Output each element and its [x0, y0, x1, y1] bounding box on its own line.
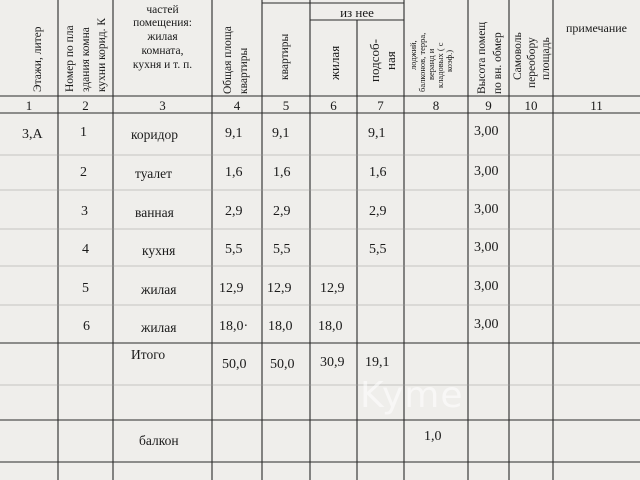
row-2-aux-area: 1,6	[369, 165, 387, 180]
row-1-apartment-area: 9,1	[272, 126, 290, 141]
total-aux-area: 19,1	[365, 355, 390, 370]
row-4-number: 4	[82, 242, 89, 257]
header-total-area-line2: квартиры	[238, 47, 250, 94]
row-5-living-area: 12,9	[320, 281, 345, 296]
row-6-name: жилая	[141, 320, 177, 335]
header-aux-line2: ная	[383, 51, 398, 70]
row-1-height: 3,00	[474, 124, 499, 139]
row-3-name: ванная	[135, 205, 174, 220]
row-2-number: 2	[80, 165, 87, 180]
row-6-number: 6	[83, 319, 90, 334]
header-loggia-line2: балконов, терра,	[417, 32, 427, 92]
header-apartment: квартиры	[279, 33, 291, 80]
total-apartment-area: 50,0	[270, 357, 295, 372]
header-unauthorized-line1: Самоволь	[512, 32, 524, 80]
row-6-living-area: 18,0	[318, 319, 343, 334]
header-loggia-line3: веранд и	[426, 48, 436, 80]
column-number-1: 1	[25, 98, 33, 113]
header-loggia-line4: кладовых ( с	[435, 42, 445, 88]
row-1-total-area: 9,1	[225, 126, 243, 141]
total-living-area: 30,9	[320, 355, 345, 370]
header-unauthorized-line2: переобору	[526, 37, 538, 88]
row-5-apartment-area: 12,9	[267, 281, 292, 296]
row-5-height: 3,00	[474, 279, 499, 294]
row-1-number: 1	[80, 125, 87, 140]
column-number-8: 8	[432, 98, 440, 113]
column-number-11: 11	[590, 98, 603, 113]
balcony-loggia-area: 1,0	[424, 429, 442, 444]
row-4-name: кухня	[142, 243, 176, 258]
column-number-7: 7	[377, 98, 384, 113]
row-5-total-area: 12,9	[219, 281, 244, 296]
header-height-line1: Высота помещ	[476, 21, 488, 94]
column-number-2: 2	[82, 98, 89, 113]
row-4-height: 3,00	[474, 240, 499, 255]
row-4-total-area: 5,5	[225, 242, 243, 257]
column-number-3: 3	[159, 98, 166, 113]
header-height-line2: по вн. обмер	[492, 32, 504, 94]
header-plan-number-line3: кухни корид. К	[96, 17, 108, 92]
row-1-floor: 3,А	[22, 127, 43, 142]
row-2-height: 3,00	[474, 164, 499, 179]
row-2-total-area: 1,6	[225, 165, 243, 180]
row-2-apartment-area: 1,6	[273, 165, 291, 180]
column-number-5: 5	[282, 98, 290, 113]
row-3-total-area: 2,9	[225, 204, 243, 219]
row-3-aux-area: 2,9	[369, 204, 387, 219]
row-5-number: 5	[82, 281, 89, 296]
row-3-number: 3	[81, 204, 88, 219]
header-loggia-line5: коэф.)	[444, 49, 454, 72]
row-6-apartment-area: 18,0	[268, 319, 293, 334]
column-number-4: 4	[233, 98, 241, 113]
total-total-area: 50,0	[222, 357, 247, 372]
header-total-area-line1: Общая площа	[222, 26, 234, 94]
watermark-text: Kyme	[360, 375, 464, 416]
header-part-line3: жилая	[147, 31, 178, 43]
header-part-line1: частей	[146, 4, 179, 16]
total-label: Итого	[131, 347, 166, 362]
header-plan-number-line2: здания комна	[80, 27, 92, 92]
header-unauthorized-line3: площадь	[540, 37, 552, 80]
header-loggia-line1: лоджий,	[408, 40, 418, 70]
row-1-name: коридор	[131, 127, 178, 142]
column-number-9: 9	[485, 98, 492, 113]
row-3-apartment-area: 2,9	[273, 204, 291, 219]
header-part-line5: кухня и т. п.	[132, 59, 193, 71]
row-2-name: туалет	[135, 166, 173, 181]
header-floor-litera: Этажи, литер	[32, 26, 44, 92]
header-part-line2: помещения:	[133, 17, 192, 29]
header-living: жилая	[327, 45, 342, 80]
header-aux-line1: подсоб-	[367, 39, 382, 82]
row-6-height: 3,00	[474, 317, 499, 332]
row-1-aux-area: 9,1	[368, 126, 386, 141]
column-number-6: 6	[330, 98, 337, 113]
row-4-aux-area: 5,5	[369, 242, 387, 257]
header-plan-number-line1: Номер по пла	[64, 25, 76, 92]
row-3-height: 3,00	[474, 202, 499, 217]
row-5-name: жилая	[141, 282, 177, 297]
header-part-line4: комната,	[141, 45, 184, 57]
row-6-total-area: 18,0·	[219, 319, 249, 334]
balcony-name: балкон	[139, 433, 179, 448]
header-of-which: из нее	[340, 5, 374, 20]
column-number-10: 10	[524, 98, 538, 113]
header-note: примечание	[566, 21, 627, 35]
row-4-apartment-area: 5,5	[273, 242, 291, 257]
